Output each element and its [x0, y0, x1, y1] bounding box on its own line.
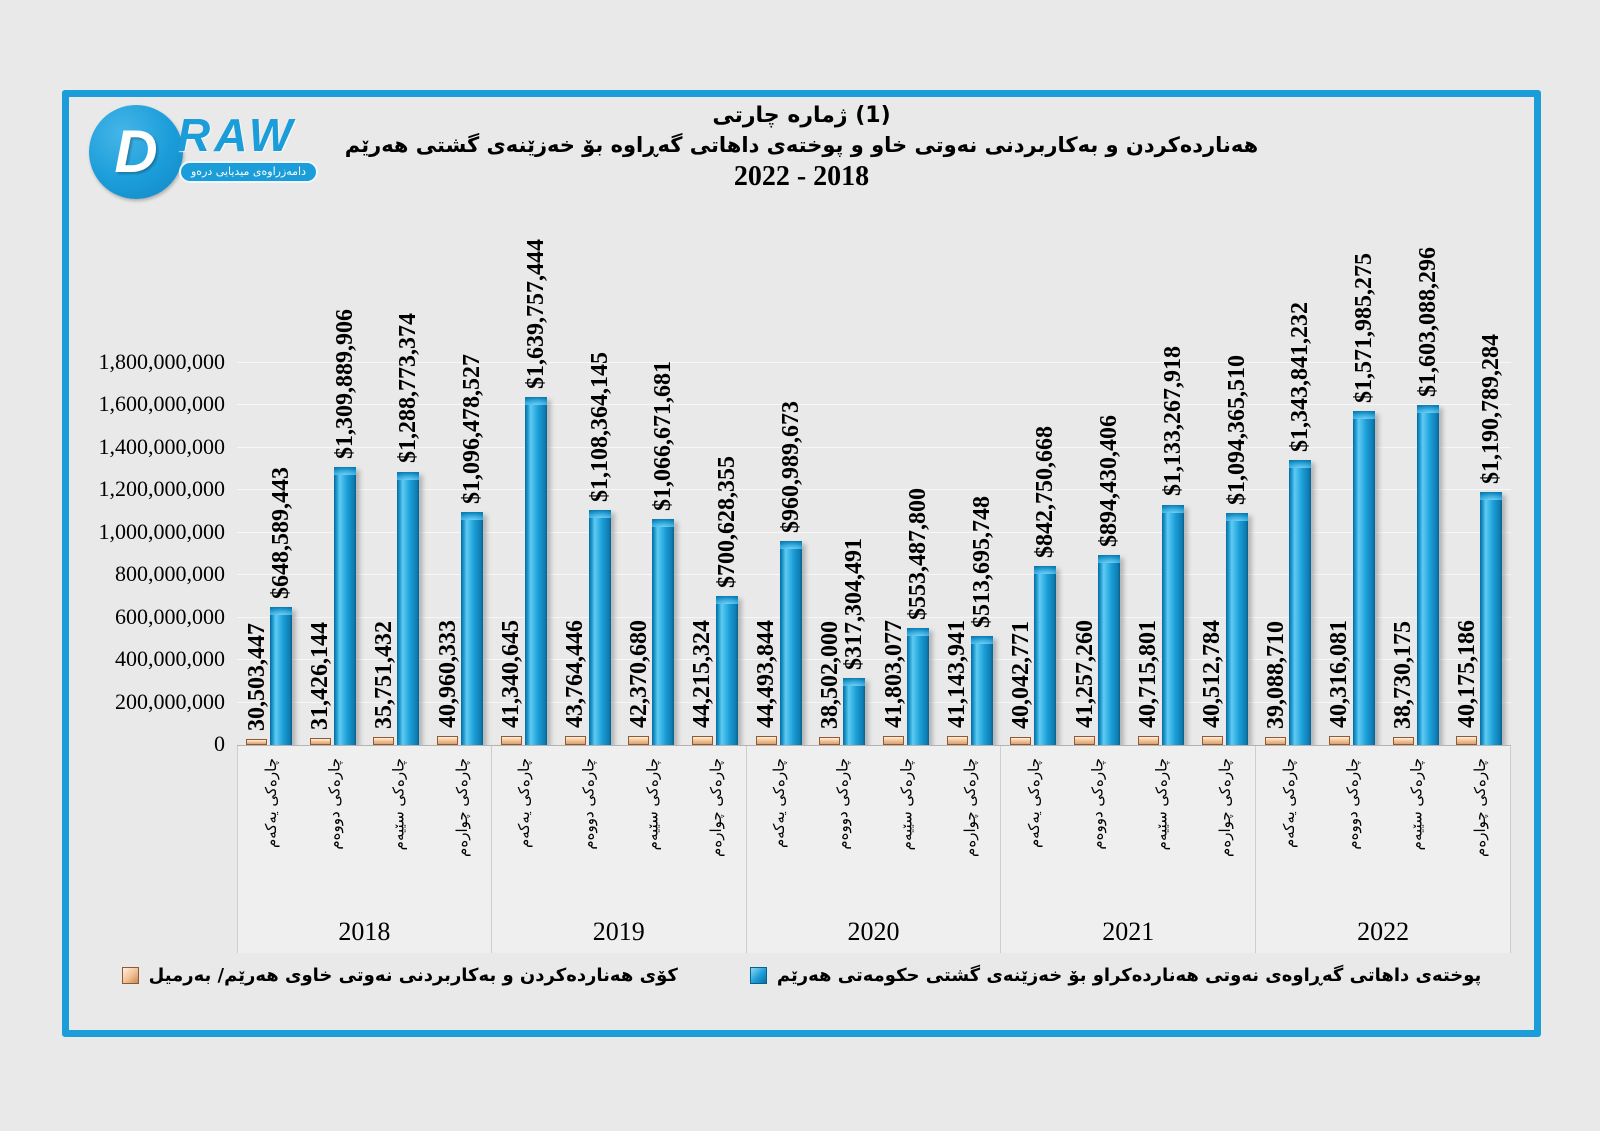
bar-label-barrels: 40,316,081: [1326, 620, 1353, 729]
bar-group: [364, 313, 428, 745]
bar-label-revenue: $1,094,365,510: [1223, 354, 1250, 505]
logo-banner-text: دامەزراوەی میدیایی درەو: [179, 161, 318, 183]
bar-barrels: [883, 736, 904, 745]
bar-label-revenue: $317,304,491: [841, 537, 868, 670]
quarter-label: چارەکی سێیەم: [897, 758, 916, 851]
bar-label-revenue: $553,487,800: [905, 487, 931, 620]
quarter-slot: [619, 746, 683, 911]
quarter-label: چارەکی یەکەم: [770, 758, 789, 849]
chart-title: [69, 103, 1534, 193]
logo-d-letter: D: [114, 118, 158, 185]
quarter-slot: [492, 746, 556, 911]
chart-title-line3: 2022 - 2018: [733, 161, 870, 192]
quarter-label: چارەکی چوارەم: [1216, 758, 1235, 857]
bar-label-revenue: $1,133,267,918: [1159, 346, 1186, 497]
legend-item-revenue: [750, 965, 1481, 986]
y-axis-tick-label: 0: [214, 731, 225, 756]
bar-label-revenue: $1,066,671,681: [650, 360, 677, 511]
bar-label-revenue: $1,309,889,906: [331, 309, 358, 459]
y-axis-tick-label: 1,400,000,000: [98, 433, 225, 459]
bar-label-barrels: 44,215,324: [689, 619, 716, 728]
y-axis-tick-label: 800,000,000: [115, 561, 225, 587]
y-axis-tick-label: 400,000,000: [115, 646, 225, 672]
quarter-label: چارەکی دووەم: [325, 758, 344, 850]
quarter-slot: [747, 746, 811, 911]
quarter-slot: [1065, 746, 1129, 911]
quarter-slot: [938, 746, 1002, 911]
bar-revenue: [971, 636, 993, 745]
bar-label-barrels: 43,764,446: [562, 619, 588, 728]
quarter-label: چارەکی چوارەم: [452, 758, 471, 857]
bar-label-barrels: 42,370,680: [625, 620, 652, 728]
quarter-label: چارەکی یەکەم: [1025, 758, 1044, 849]
quarter-label: چارەکی سێیەم: [1152, 758, 1171, 851]
bar-group: [301, 309, 365, 745]
year-label: 2019: [592, 917, 645, 946]
legend-label-barrels: کۆی هەناردەکردن و بەکاربردنی نەوتی خاوی هەرێم/ بەرمیل: [148, 965, 678, 986]
quarter-label: چارەکی سێیەم: [1407, 758, 1426, 851]
quarter-label: چارەکی دووەم: [579, 758, 598, 850]
bar-label-barrels: 30,503,447: [243, 622, 270, 731]
y-axis: [69, 349, 227, 756]
bar-revenue: [1098, 555, 1120, 745]
bar-revenue: [397, 472, 419, 746]
bar-label-barrels: 41,340,645: [498, 620, 525, 729]
logo-brand-text: RAW: [177, 109, 297, 161]
quarter-label: چارەکی چوارەم: [961, 758, 980, 857]
bar-revenue: [1162, 505, 1184, 746]
bar-label-revenue: $1,288,773,374: [395, 313, 422, 464]
bar-label-barrels: 44,493,844: [753, 619, 780, 728]
chart-title-line2: هەناردەکردن و بەکاربردنی نەوتی خاو و پوختەی داهاتی گەڕاوە بۆ خەزێنەی گشتی هەرێم: [344, 133, 1259, 157]
bar-label-revenue: $1,190,789,284: [1478, 334, 1505, 485]
bar-revenue: [907, 628, 929, 745]
quarter-label: چارەکی دووەم: [1343, 758, 1362, 850]
quarter-slot: [302, 746, 366, 911]
quarter-label: چارەکی سێیەم: [642, 758, 661, 851]
y-axis-tick-label: 1,600,000,000: [98, 391, 225, 417]
bar-barrels: [310, 738, 331, 745]
bar-revenue: [1353, 411, 1375, 745]
bar-revenue: [1289, 460, 1311, 745]
quarter-label: چارەکی سێیەم: [389, 758, 408, 851]
year-cell: [492, 746, 747, 953]
bar-revenue: [652, 519, 674, 745]
chart-frame: [62, 90, 1541, 1037]
bar-barrels: [628, 736, 649, 745]
bar-label-barrels: 40,512,784: [1199, 620, 1225, 729]
quarter-label: چارەکی دووەم: [833, 758, 852, 850]
bar-group: [1001, 363, 1065, 745]
legend-label-revenue: پوختەی داهاتی گەڕاوەی نەوتی هەناردەکراو بۆ خەزێنەی گشتی حکومەتی هەرێم: [776, 965, 1482, 986]
bar-group: [1256, 301, 1320, 745]
bar-barrels: [1138, 736, 1159, 745]
bar-group: [1065, 363, 1129, 745]
bar-label-revenue: $1,603,088,296: [1414, 246, 1441, 397]
chart-title-line1: چارتی‎ ژمارە‎ (1): [712, 103, 891, 128]
quarter-slot: [1320, 746, 1384, 911]
bar-label-revenue: $1,108,364,145: [586, 351, 613, 502]
bar-label-barrels: 40,175,186: [1453, 620, 1480, 729]
bar-group: [810, 363, 874, 745]
bar-revenue: [1226, 513, 1248, 745]
legend-marker-barrels-icon: [122, 967, 139, 984]
quarter-slot: [1192, 746, 1256, 911]
bar-revenue: [525, 397, 547, 745]
bar-revenue: [843, 678, 865, 745]
bar-label-barrels: 38,730,175: [1390, 620, 1417, 729]
bar-revenue: [716, 596, 738, 745]
bar-group: [1447, 334, 1511, 745]
y-axis-tick-label: 1,000,000,000: [98, 518, 225, 544]
bar-label-revenue: $648,589,443: [268, 467, 294, 600]
year-cell: [1001, 746, 1256, 953]
bar-revenue: [1034, 566, 1056, 745]
y-axis-tick-label: 1,200,000,000: [98, 476, 225, 502]
legend: [69, 965, 1534, 986]
quarter-slot: [683, 746, 747, 911]
quarter-label: چارەکی دووەم: [1088, 758, 1107, 850]
quarter-slot: [1447, 746, 1511, 911]
bar-barrels: [756, 736, 777, 745]
bar-label-barrels: 31,426,144: [307, 622, 334, 731]
bar-barrels: [437, 736, 458, 745]
bar-group: [1193, 354, 1257, 745]
bar-revenue: [589, 510, 611, 745]
y-axis-tick-label: 200,000,000: [115, 688, 225, 714]
bar-label-revenue: $700,628,355: [713, 456, 740, 589]
bar-label-revenue: $1,096,478,527: [459, 354, 486, 505]
quarter-slot: [238, 746, 302, 911]
quarter-slot: [429, 746, 493, 911]
bar-barrels: [1456, 736, 1477, 745]
year-label: 2022: [1357, 917, 1410, 946]
year-cell: [237, 746, 492, 953]
bar-label-barrels: 38,502,000: [816, 620, 843, 729]
bar-barrels: [1010, 737, 1031, 745]
bar-barrels: [373, 737, 394, 745]
bar-barrels: [501, 736, 522, 745]
bar-revenue: [1417, 405, 1439, 745]
legend-marker-revenue-icon: [750, 967, 767, 984]
bar-group: [874, 363, 938, 745]
quarter-slot: [1384, 746, 1448, 911]
bar-label-barrels: 41,257,260: [1071, 620, 1098, 729]
bar-group: [747, 363, 811, 745]
bar-barrels: [1074, 736, 1095, 745]
x-axis-labels: [237, 745, 1511, 953]
bar-barrels: [819, 737, 840, 745]
bar-label-barrels: 39,088,710: [1262, 620, 1289, 729]
y-axis-tick-label: 1,800,000,000: [98, 349, 225, 374]
bar-revenue: [461, 512, 483, 745]
bar-label-barrels: 41,803,077: [880, 620, 907, 729]
bar-label-revenue: $1,639,757,444: [522, 239, 549, 389]
quarter-label: چارەکی یەکەم: [261, 758, 280, 849]
bar-group: [938, 363, 1002, 745]
plot-area: [237, 239, 1511, 745]
quarter-slot: [874, 746, 938, 911]
bar-group: [428, 354, 492, 745]
bar-group: [492, 239, 556, 745]
quarter-slot: [1129, 746, 1193, 911]
bar-revenue: [334, 467, 356, 745]
bar-label-revenue: $960,989,673: [777, 401, 804, 534]
quarter-slot: [365, 746, 429, 911]
year-label: 2018: [338, 917, 391, 946]
bar-group: [683, 363, 747, 745]
quarter-label: چارەکی یەکەم: [1279, 758, 1298, 849]
bar-barrels: [947, 736, 968, 745]
bar-barrels: [565, 736, 586, 745]
bar-label-revenue: $1,343,841,232: [1287, 301, 1314, 452]
y-axis-tick-label: 600,000,000: [115, 603, 225, 629]
bar-group: [237, 363, 301, 745]
bar-label-revenue: $842,750,668: [1032, 426, 1059, 559]
quarter-label: چارەکی چوارەم: [706, 758, 725, 857]
bar-group: [1384, 246, 1448, 745]
quarter-slot: [1256, 746, 1320, 911]
bar-group: [1320, 253, 1384, 745]
year-label: 2021: [1102, 917, 1155, 946]
bar-revenue: [1480, 492, 1502, 745]
bar-label-barrels: 40,960,333: [434, 620, 461, 729]
bar-barrels: [1329, 736, 1350, 745]
quarter-slot: [1001, 746, 1065, 911]
bar-label-barrels: 40,715,801: [1135, 620, 1162, 729]
quarter-label: چارەکی چوارەم: [1470, 758, 1489, 857]
bar-label-barrels: 40,042,771: [1007, 620, 1034, 729]
bar-group: [556, 351, 620, 745]
legend-item-barrels: [122, 965, 678, 986]
bar-label-barrels: 41,143,941: [944, 620, 971, 729]
bar-barrels: [1265, 737, 1286, 745]
year-cell: [747, 746, 1002, 953]
bar-label-revenue: $894,430,406: [1096, 415, 1123, 548]
bar-barrels: [692, 736, 713, 745]
quarter-slot: [555, 746, 619, 911]
bar-group: [619, 360, 683, 745]
bar-label-barrels: 35,751,432: [370, 621, 397, 730]
bar-group: [1129, 346, 1193, 745]
bar-barrels: [1393, 737, 1414, 745]
quarter-label: چارەکی یەکەم: [515, 758, 534, 849]
bar-label-revenue: $513,695,748: [968, 495, 995, 628]
year-label: 2020: [847, 917, 900, 946]
year-cell: [1256, 746, 1511, 953]
bar-barrels: [1202, 736, 1223, 745]
quarter-slot: [810, 746, 874, 911]
bar-revenue: [780, 541, 802, 745]
bar-label-revenue: $1,571,985,275: [1350, 253, 1377, 404]
bar-revenue: [270, 607, 292, 745]
